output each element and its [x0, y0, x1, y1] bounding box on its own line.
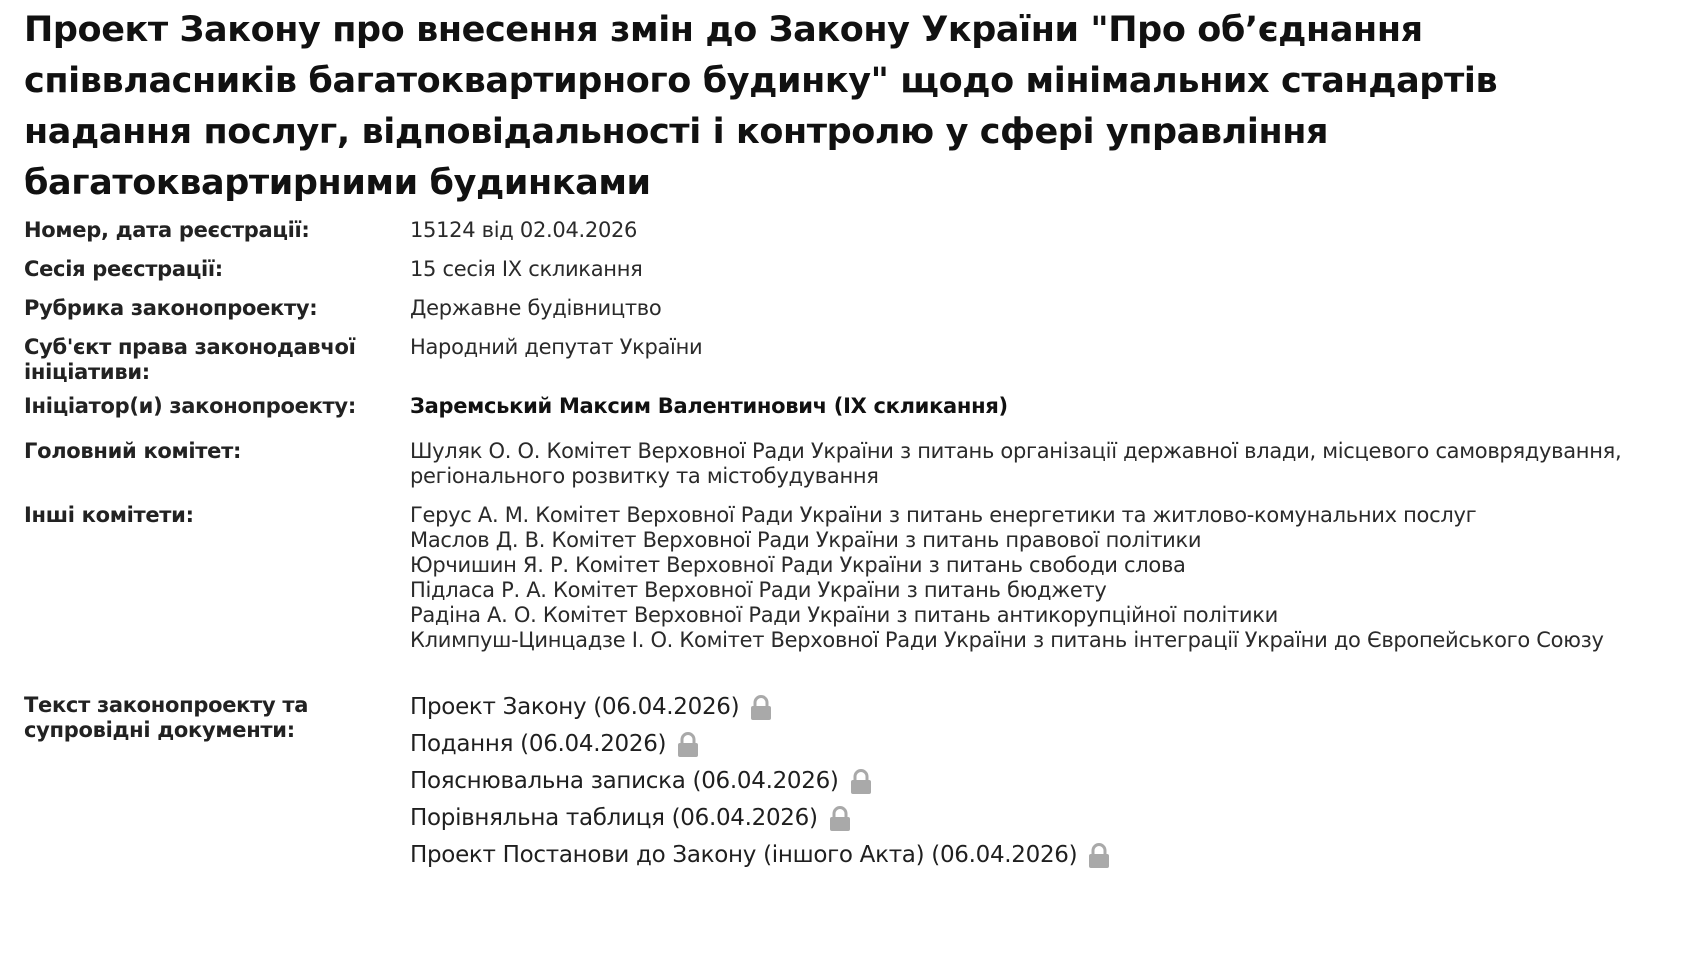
subject-value: Народний депутат України: [410, 335, 703, 359]
committee-item: Юрчишин Я. Р. Комітет Верховної Ради України з питань свободи слова: [410, 553, 1186, 577]
document-title[interactable]: Проект Постанови до Закону (іншого Акта) (06.04.2026): [410, 842, 1078, 868]
subject-label: Суб'єкт права законодавчої ініціативи:: [24, 335, 356, 384]
main-committee-row: [24, 439, 1664, 503]
page-title: Проект Закону про внесення змін до Закону України "Про об’єднання співвласників багатоквартирного будинку" щодо мінімальних стандартів надання послуг, відповідальності і контролю у сфері управління багатоквартирними будинками: [24, 10, 1498, 203]
initiator-label: Ініціатор(и) законопроекту:: [24, 394, 356, 418]
session-value: 15 сесія IX скликання: [410, 257, 643, 281]
main-committee-value: Шуляк О. О. Комітет Верховної Ради України з питань організації державної влади, місцевого самоврядування, регіонального розвитку та містобудування: [410, 439, 1622, 488]
lock-icon: [849, 769, 873, 795]
initiator-link[interactable]: Заремський Максим Валентинович (IX скликання): [410, 394, 1008, 418]
committee-item: Герус А. М. Комітет Верховної Ради України з питань енергетики та житлово-комунальних послуг: [410, 503, 1477, 527]
subject-row: [24, 335, 1664, 391]
committee-item: Климпуш-Цинцадзе І. О. Комітет Верховної Ради України з питань інтеграції України до Європейського Союзу: [410, 628, 1604, 652]
documents-label: Текст законопроекту та супровідні документи:: [24, 693, 309, 742]
document-link[interactable]: [410, 800, 1664, 837]
lock-icon: [1087, 843, 1111, 869]
document-title[interactable]: Порівняльна таблиця (06.04.2026): [410, 805, 818, 831]
rubric-value: Державне будівництво: [410, 296, 662, 320]
other-committees-row: [24, 503, 1664, 693]
registration-label: Номер, дата реєстрації:: [24, 218, 310, 242]
rubric-label: Рубрика законопроекту:: [24, 296, 318, 320]
lock-icon: [828, 806, 852, 832]
session-row: [24, 257, 1664, 296]
other-committees-list: [410, 503, 1664, 653]
document-title[interactable]: Подання (06.04.2026): [410, 731, 667, 757]
document-title[interactable]: Проект Закону (06.04.2026): [410, 694, 740, 720]
documents-list: [410, 693, 1664, 874]
bill-page: [24, 0, 1664, 868]
document-link[interactable]: [410, 837, 1664, 874]
lock-icon: [749, 695, 773, 721]
initiator-row: [24, 391, 1664, 439]
document-link[interactable]: [410, 763, 1664, 800]
documents-row: [24, 693, 1664, 893]
registration-value: 15124 від 02.04.2026: [410, 218, 638, 242]
committee-item: Радіна А. О. Комітет Верховної Ради України з питань антикорупційної політики: [410, 603, 1279, 627]
session-label: Сесія реєстрації:: [24, 257, 223, 281]
committee-item: Підласа Р. А. Комітет Верховної Ради України з питань бюджету: [410, 578, 1107, 602]
bill-details: [24, 214, 1664, 893]
rubric-row: [24, 296, 1664, 335]
document-title[interactable]: Пояснювальна записка (06.04.2026): [410, 768, 839, 794]
committee-item: Маслов Д. В. Комітет Верховної Ради України з питань правової політики: [410, 528, 1202, 552]
document-link[interactable]: [410, 726, 1664, 763]
registration-row: [24, 214, 1664, 257]
lock-icon: [676, 732, 700, 758]
document-link[interactable]: [410, 689, 1664, 726]
other-committees-label: Інші комітети:: [24, 503, 194, 527]
main-committee-label: Головний комітет:: [24, 439, 242, 463]
